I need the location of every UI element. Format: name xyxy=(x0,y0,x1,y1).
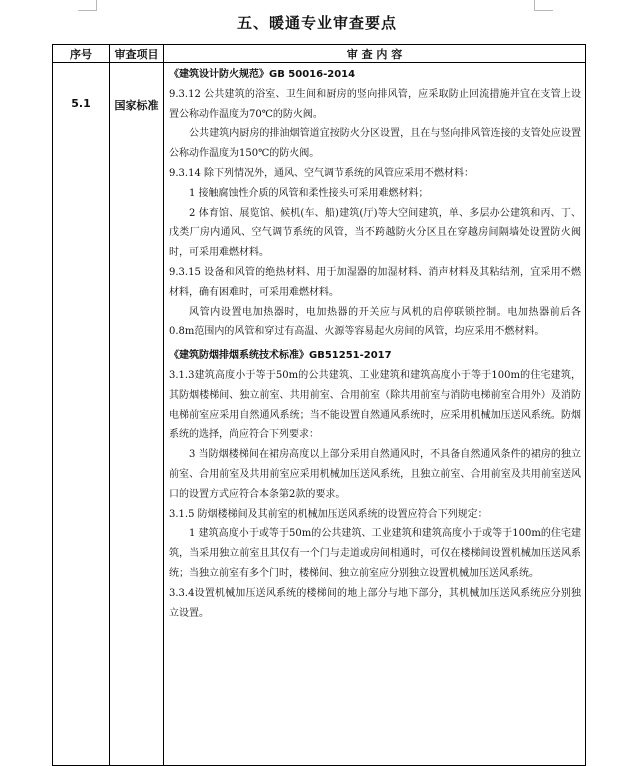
section-title: 五、暖通专业审查要点 xyxy=(236,14,397,32)
crop-mark-right xyxy=(534,0,553,11)
row-serial-number: 5.1 xyxy=(53,63,110,766)
review-table xyxy=(52,44,586,766)
crop-mark-left xyxy=(78,0,97,11)
clause-paragraph: 9.3.14 除下列情况外，通风、空气调节系统的风管应采用不燃材料： xyxy=(169,167,474,179)
review-content xyxy=(164,63,585,765)
header-review-content: 审 查 内 容 xyxy=(164,45,586,63)
clause-paragraph: 3.3.4设置机械加压送风系统的楼梯间的地上部分与地下部分，其机械加压送风系统应分别独立设置。 xyxy=(169,587,581,619)
clause-paragraph: 1 建筑高度小于或等于50m的公共建筑、工业建筑和建筑高度小于或等于100m的住宅建筑，当采用独立前室且其仅有一个门与走道或房间相通时，可仅在楼梯间设置机械加压送风系统；当独立前室有多个门时，楼梯间、独立前室应分别独立设置机械加压送风系统。 xyxy=(169,528,581,579)
clause-paragraph: 风管内设置电加热器时，电加热器的开关应与风机的启停联锁控制。电加热器前后各0.8m范围内的风管和穿过有高温、火源等容易起火房间的风管，均应采用不燃材料。 xyxy=(169,306,581,338)
row-review-content-cell xyxy=(164,63,586,766)
clause-paragraph: 3.1.3建筑高度小于等于50m的公共建筑、工业建筑和建筑高度小于等于100m的住宅建筑，其防烟楼梯间、独立前室、共用前室、合用前室（除共用前室与消防电梯前室合用外）及消防电梯前室应采用自然通风系统；当不能设置自然通风系统时，应采用机械加压送风系统。防烟系统的选择，尚应符合下列要求： xyxy=(169,369,581,441)
clause-paragraph: 2 体育馆、展览馆、候机(车、船)建筑(厅)等大空间建筑，单、多层办公建筑和丙、丁、戊类厂房内通风、空气调节系统的风管，当不跨越防火分区且在穿越房间隔墙处设置防火阀时，可采用难燃材料。 xyxy=(169,207,581,259)
header-review-item: 审查项目 xyxy=(110,45,164,63)
standard-title: 《建筑防烟排烟系统技术标准》GB51251-2017 xyxy=(169,350,392,362)
row-review-item: 国家标准 xyxy=(110,63,164,766)
clause-paragraph: 3 当防烟楼梯间在裙房高度以上部分采用自然通风时，不具备自然通风条件的裙房的独立前室、合用前室及共用前室应采用机械加压送风系统，且独立前室、合用前室及共用前室送风口的设置方式应符合本条第2款的要求。 xyxy=(169,449,581,500)
standard-title: 《建筑设计防火规范》GB 50016-2014 xyxy=(169,69,356,80)
table-header-row xyxy=(53,45,586,63)
clause-paragraph: 3.1.5 防烟楼梯间及其前室的机械加压送风系统的设置应符合下列规定： xyxy=(169,508,488,520)
table-row xyxy=(53,63,586,766)
clause-paragraph: 公共建筑内厨房的排油烟管道宜按防火分区设置，且在与竖向排风管连接的支管处应设置公称动作温度为150℃的防火阀。 xyxy=(169,128,581,160)
header-serial-number: 序号 xyxy=(53,45,110,63)
clause-paragraph: 9.3.12 公共建筑的浴室、卫生间和厨房的竖向排风管，应采取防止回流措施并宜在支管上设置公称动作温度为70℃的防火阀。 xyxy=(169,88,581,120)
clause-paragraph: 1 接触腐蚀性介质的风管和柔性接头可采用难燃材料； xyxy=(189,187,429,199)
clause-paragraph: 9.3.15 设备和风管的绝热材料、用于加湿器的加湿材料、消声材料及其粘结剂，宜采用不燃材料，确有困难时，可采用难燃材料。 xyxy=(169,266,581,298)
